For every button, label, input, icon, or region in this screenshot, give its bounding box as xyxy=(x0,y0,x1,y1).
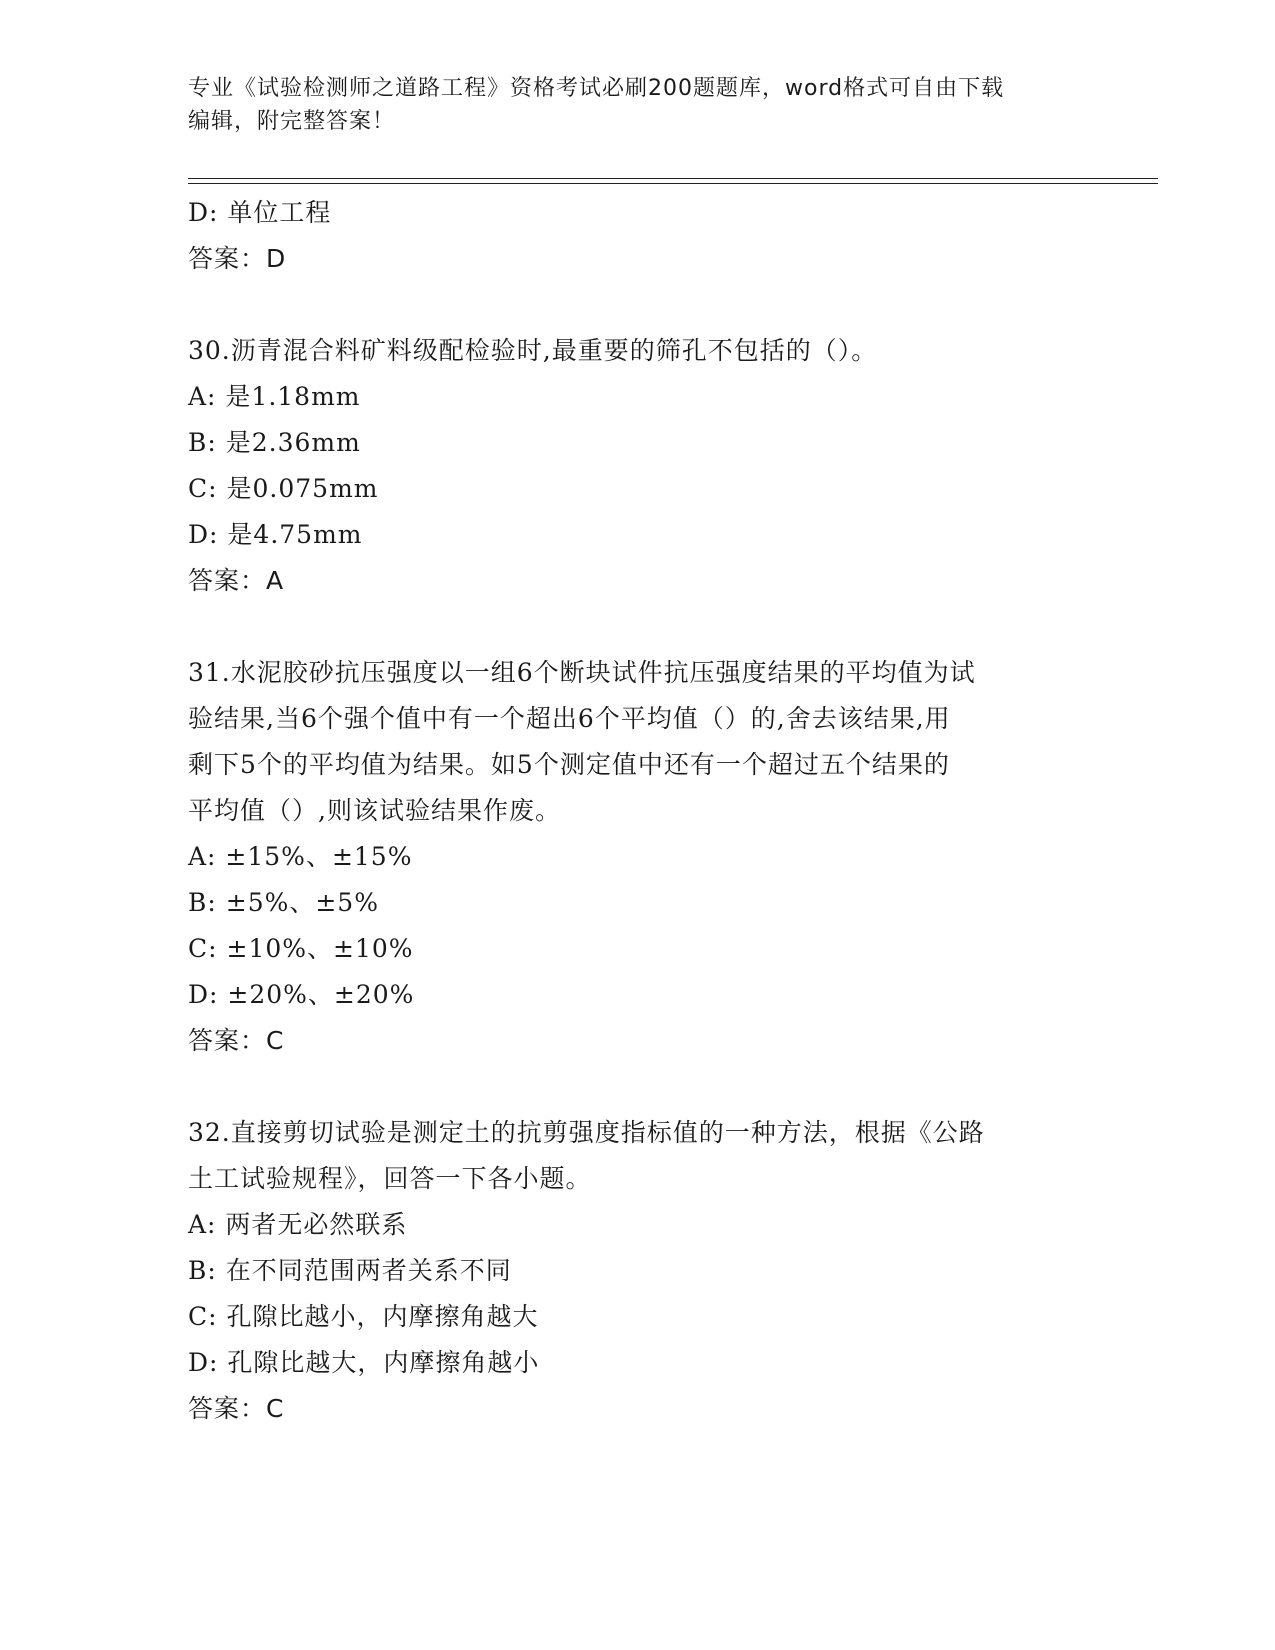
option-b: B: 在不同范围两者关系不同 xyxy=(188,1256,512,1285)
option-a: A: 是1.18mm xyxy=(188,382,361,411)
question-list xyxy=(188,190,1088,1432)
answer: 答案：C xyxy=(188,1394,285,1423)
header-line-2: 编辑，附完整答案！ xyxy=(188,109,396,134)
question-stem-line-3: 剩下5个的平均值为结果。如5个测定值中还有一个超过五个结果的 xyxy=(188,750,950,779)
spacer xyxy=(188,604,1088,650)
spacer xyxy=(188,282,1088,328)
option-b: B: ±5%、±5% xyxy=(188,888,379,917)
prev-answer: 答案：D xyxy=(188,244,287,273)
question-stem: 30.沥青混合料矿料级配检验时,最重要的筛孔不包括的（）。 xyxy=(188,336,878,365)
option-d: D: 是4.75mm xyxy=(188,520,363,549)
option-d: D: ±20%、±20% xyxy=(188,980,415,1009)
option-a: A: 两者无必然联系 xyxy=(188,1210,408,1239)
question-32 xyxy=(188,1110,1088,1432)
question-stem-line-1: 31.水泥胶砂抗压强度以一组6个断块试件抗压强度结果的平均值为试 xyxy=(188,658,976,687)
question-stem-line-4: 平均值（）,则该试验结果作废。 xyxy=(188,796,561,825)
header-divider-bottom xyxy=(188,183,1158,184)
option-b: B: 是2.36mm xyxy=(188,428,361,457)
question-30 xyxy=(188,328,1088,604)
option-c: C: ±10%、±10% xyxy=(188,934,414,963)
option-c: C: 是0.075mm xyxy=(188,474,379,503)
question-31 xyxy=(188,650,1088,1064)
option-c: C: 孔隙比越小，内摩擦角越大 xyxy=(188,1302,539,1331)
header-divider-top xyxy=(188,178,1158,179)
answer: 答案：A xyxy=(188,566,285,595)
question-stem-line-1: 32.直接剪切试验是测定土的抗剪强度指标值的一种方法，根据《公路 xyxy=(188,1118,985,1147)
spacer xyxy=(188,1064,1088,1110)
document-header xyxy=(188,72,1088,138)
option-a: A: ±15%、±15% xyxy=(188,842,413,871)
header-line-1: 专业《试验检测师之道路工程》资格考试必刷200题题库，word格式可自由下载 xyxy=(188,76,1005,101)
option-d: D: 孔隙比越大，内摩擦角越小 xyxy=(188,1348,540,1377)
answer: 答案：C xyxy=(188,1026,285,1055)
prev-option-d: D: 单位工程 xyxy=(188,198,332,227)
question-stem-line-2: 验结果,当6个强个值中有一个超出6个平均值（）的,舍去该结果,用 xyxy=(188,704,951,733)
question-stem-line-2: 土工试验规程》，回答一下各小题。 xyxy=(188,1164,592,1193)
